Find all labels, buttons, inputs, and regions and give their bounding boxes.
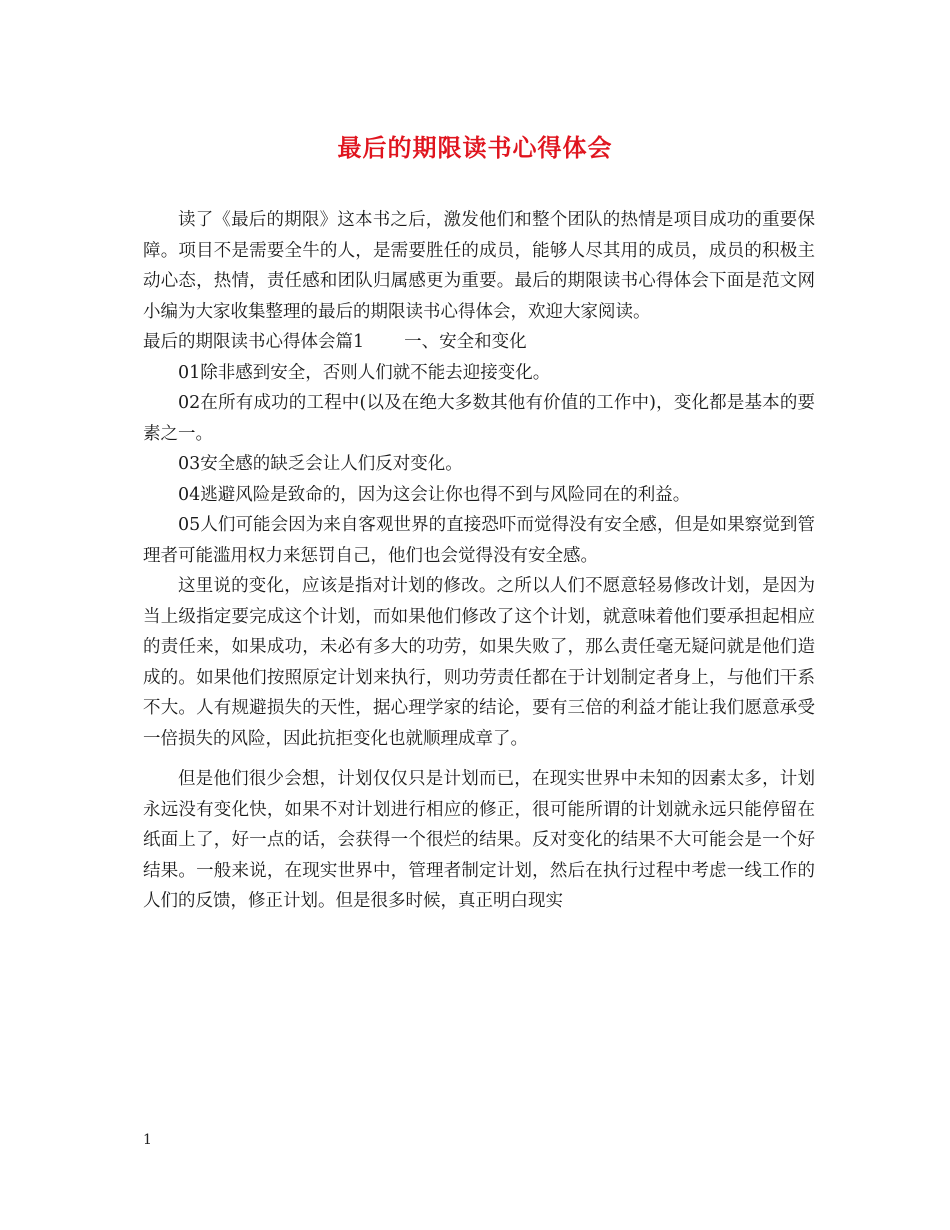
body-paragraph-2: 但是他们很少会想，计划仅仅只是计划而已，在现实世界中未知的因素太多，计划永远没有变化快，如果不对计划进行相应的修正，很可能所谓的计划就永远只能停留在纸面上了，好一点的话，会获得一个很烂的结果。反对变化的结果不大可能会是一个好结果。一般来说，在现实世界中，管理者制定计划，然后在执行过程中考虑一线工作的人们的反馈，修正计划。但是很多时候，真正明白现实: [143, 769, 815, 911]
intro-paragraph: 读了《最后的期限》这本书之后，激发他们和整个团队的热情是项目成功的重要保障。项目不是需要全牛的人，是需要胜任的成员，能够人尽其用的成员，成员的积极主动心态，热情，责任感和团队归属感更为重要。最后的期限读书心得体会下面是范文网小编为大家收集整理的最后的期限读书心得体会，欢迎大家阅读。: [143, 210, 815, 322]
document-body: [143, 205, 815, 917]
page-number: 1: [143, 1132, 152, 1148]
list-item: 01除非感到安全，否则人们就不能去迎接变化。: [178, 362, 551, 383]
document-title: 最后的期限读书心得体会: [337, 133, 613, 162]
list-item: 02在所有成功的工程中(以及在绝大多数其他有价值的工作中)，变化都是基本的要素之一。: [143, 393, 815, 444]
section-subtitle: 一、安全和变化: [404, 332, 527, 352]
body-paragraph-1: 这里说的变化，应该是指对计划的修改。之所以人们不愿意轻易修改计划，是因为当上级指定要完成这个计划，而如果他们修改了这个计划，就意味着他们要承担起相应的责任来，如果成功，未必有多大的功劳，如果失败了，那么责任毫无疑问就是他们造成的。如果他们按照原定计划来执行，则功劳责任都在于计划制定者身上，与他们干系不大。人有规避损失的天性，据心理学家的结论，要有三倍的利益才能让我们愿意承受一倍损失的风险，因此抗拒变化也就顺理成章了。: [143, 576, 815, 749]
section-title: 最后的期限读书心得体会篇1: [143, 332, 365, 352]
section-heading: [143, 327, 815, 358]
list-item: 04逃避风险是致命的，因为这会让你也得不到与风险同在的利益。: [178, 484, 691, 505]
list-item: 03安全感的缺乏会让人们反对变化。: [178, 454, 463, 474]
list-item: 05人们可能会因为来自客观世界的直接恐吓而觉得没有安全感，但是如果察觉到管理者可能滥用权力来惩罚自己，他们也会觉得没有安全感。: [143, 515, 815, 566]
